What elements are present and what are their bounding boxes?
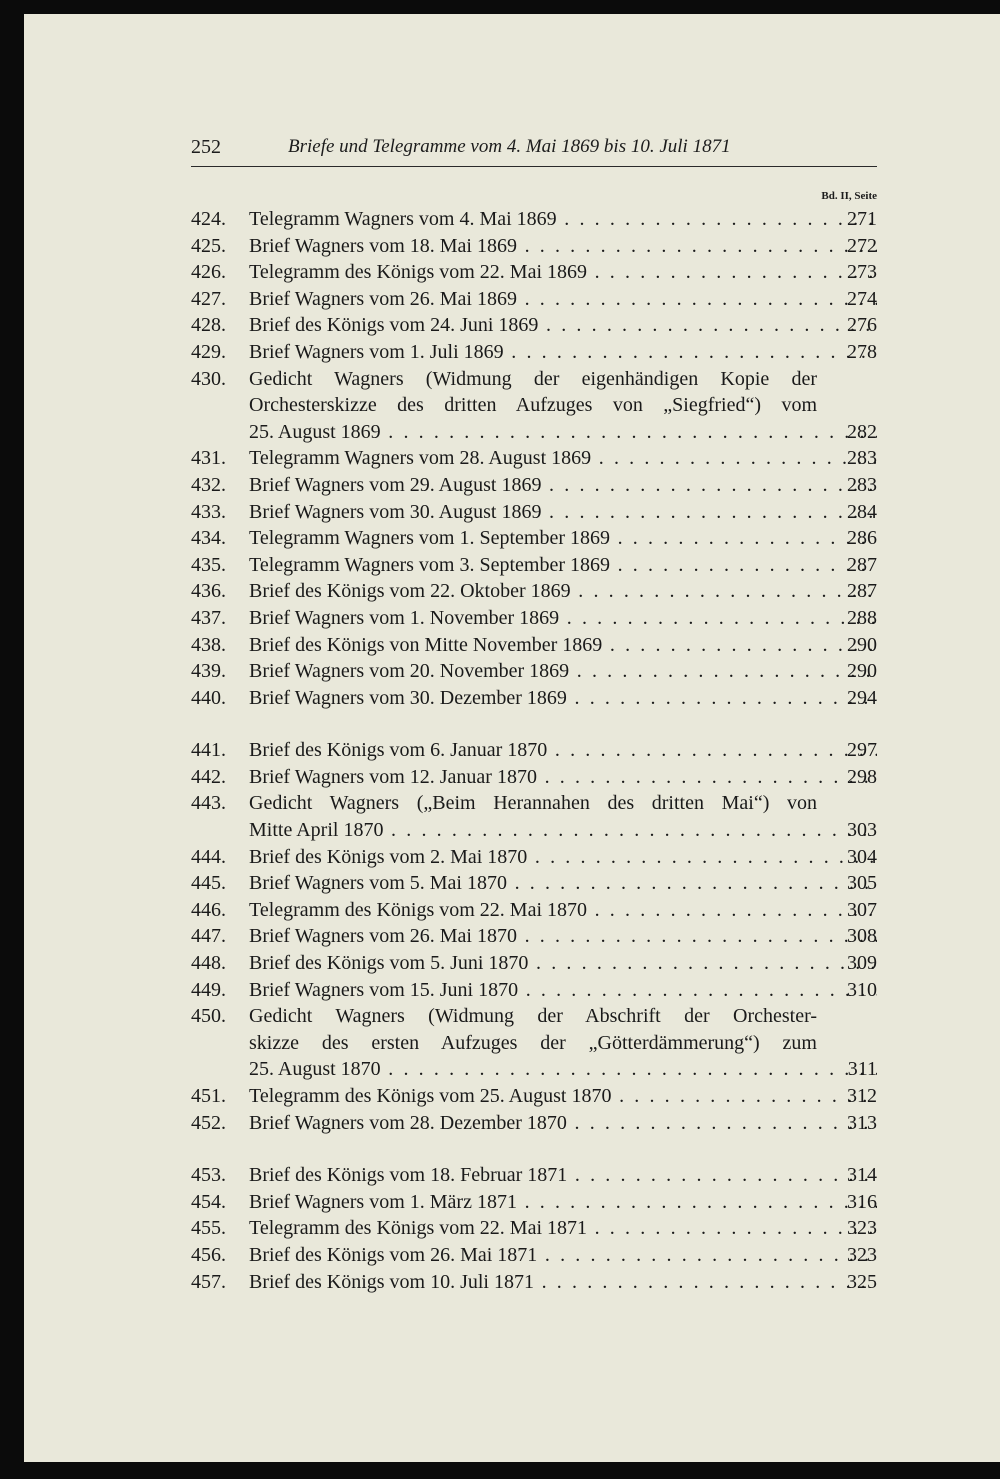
entry-title-text: 25. August 1869 [249,420,381,443]
toc-entry [191,790,877,843]
entry-title-text: Telegramm des Königs vom 25. August 1870 [249,1085,612,1107]
entry-title-text: Telegramm Wagners vom 28. August 1869 [249,447,592,470]
entry-title-text: Gedicht Wagners (Widmung der eigenhändigen Kopie der [249,367,817,390]
toc-entry [191,472,877,499]
entry-title-text: Telegramm des Königs vom 22. Mai 1869 [249,261,587,284]
entry-page: 323 [847,1217,877,1240]
entry-number: 445. [191,872,226,895]
entry-title-line [249,658,877,685]
toc-entry [191,525,877,552]
entry-title-line [249,312,877,339]
entry-title-line [249,844,877,871]
entry-page: 272 [847,234,877,257]
entry-page: 273 [847,261,877,284]
toc-entry [191,764,877,791]
toc-entry [191,499,877,526]
entry-number: 435. [191,553,226,576]
entry-title-line [249,1003,877,1030]
entry-page: 312 [847,1085,877,1107]
entry-title-text: Brief Wagners vom 29. August 1869 [249,473,542,496]
toc-entry [191,1189,877,1216]
entry-number: 456. [191,1243,226,1266]
entry-title-text: Telegramm Wagners vom 4. Mai 1869 [249,208,557,230]
entry-title-line [249,632,877,659]
entry-title-line [249,366,877,393]
entry-page: 311 [847,1058,877,1081]
toc-entry [191,950,877,977]
entry-title-line [249,685,877,712]
entry-title-line [249,499,877,526]
entry-number: 429. [191,340,226,363]
entry-number: 452. [191,1111,226,1134]
entry-number: 446. [191,898,226,921]
entry-number: 437. [191,606,226,629]
entry-number: 439. [191,660,226,683]
entry-page: 307 [847,898,877,921]
entry-title-line [249,578,877,605]
entry-page: 283 [847,473,877,496]
entry-title-line [249,1056,877,1083]
entry-title-text: Brief des Königs vom 26. Mai 1871 [249,1243,538,1266]
entry-number: 441. [191,739,226,762]
entry-title-line [249,233,877,260]
entry-title-text: Brief des Königs von Mitte November 1869 [249,633,603,656]
entry-page: 278 [847,340,877,363]
entry-number: 431. [191,447,226,470]
entry-page: 284 [847,500,877,523]
toc-entry [191,737,877,764]
entry-page: 309 [847,952,877,975]
entry-title-text: Brief Wagners vom 15. Juni 1870 [249,978,519,1001]
toc-entry [191,844,877,871]
entry-number: 447. [191,925,226,948]
entry-title-line [249,1215,877,1242]
toc-entry [191,923,877,950]
entry-number: 449. [191,978,226,1001]
entry-number: 448. [191,952,226,975]
entry-number: 434. [191,527,226,550]
toc-entry [191,552,877,579]
table-of-contents [191,206,877,1295]
entry-page: 290 [847,660,877,683]
entry-number: 454. [191,1190,226,1213]
column-hint: Bd. II, Seite [821,190,877,202]
entry-page: 308 [847,925,877,948]
entry-title-text: Brief des Königs vom 6. Januar 1870 [249,739,548,762]
entry-page: 304 [847,845,877,868]
entry-title-line [249,737,877,764]
entry-title-text: Gedicht Wagners (Widmung der Abschrift der Orchester- [249,1005,817,1028]
toc-entry [191,206,877,233]
entry-title-line [249,764,877,791]
entry-title-line [249,1083,877,1110]
entry-title-text: Mitte April 1870 [249,819,384,842]
section-gap [191,1136,877,1162]
toc-entry [191,1162,877,1189]
entry-number: 424. [191,208,226,230]
toc-entry [191,286,877,313]
entry-number: 426. [191,261,226,284]
entry-page: 305 [847,872,877,895]
entry-page: 298 [847,765,877,788]
entry-title-line [249,923,877,950]
entry-title-text: Brief Wagners vom 1. November 1869 [249,606,560,629]
entry-page: 323 [847,1243,877,1266]
entry-title-line [249,286,877,313]
entry-title-text: Brief des Königs vom 18. Februar 1871 [249,1164,568,1187]
entry-title-text: Brief Wagners vom 26. Mai 1869 [249,287,517,310]
entry-page: 316 [847,1190,877,1213]
entry-number: 428. [191,314,226,337]
entry-number: 433. [191,500,226,523]
entry-page: 290 [847,633,877,656]
entry-page: 271 [847,208,877,230]
entry-title-text: Brief Wagners vom 30. August 1869 [249,500,542,523]
entry-title-text: Brief des Königs vom 24. Juni 1869 [249,314,539,337]
entry-title-text: Brief Wagners vom 30. Dezember 1869 [249,686,567,709]
entry-number: 430. [191,367,226,390]
entry-title-text: 25. August 1870 [249,1058,381,1081]
entry-title-line [249,445,877,472]
entry-title-line [249,206,877,233]
toc-entry [191,870,877,897]
entry-page: 282 [847,420,877,443]
entry-title-text: Telegramm Wagners vom 1. September 1869 [249,527,610,550]
entry-title-text: Brief Wagners vom 1. März 1871 [249,1190,517,1213]
toc-entry [191,1110,877,1137]
entry-page: 287 [847,580,877,603]
entry-title-line [249,1242,877,1269]
toc-entry [191,1269,877,1296]
toc-entry [191,1242,877,1269]
entry-number: 425. [191,234,226,257]
entry-number: 438. [191,633,226,656]
entry-page: 274 [847,287,877,310]
entry-title-text: Brief Wagners vom 26. Mai 1870 [249,925,517,948]
entry-title-line [249,977,877,1004]
entry-title-text: Telegramm des Königs vom 22. Mai 1870 [249,898,587,921]
entry-title-text: Telegramm des Königs vom 22. Mai 1871 [249,1217,587,1240]
toc-entry [191,312,877,339]
entry-number: 457. [191,1270,226,1293]
entry-title-text: Brief des Königs vom 22. Oktober 1869 [249,580,571,603]
running-title: Briefe und Telegramme vom 4. Mai 1869 bis 10. Juli 1871 [288,136,731,157]
toc-entry [191,233,877,260]
entry-title-line [249,419,877,446]
entry-number: 440. [191,686,226,709]
entry-number: 436. [191,580,226,603]
toc-entry [191,1215,877,1242]
toc-entry [191,658,877,685]
entry-page: 314 [847,1164,877,1187]
entry-title-line [249,790,877,817]
entry-page: 297 [847,739,877,762]
entry-number: 451. [191,1085,226,1107]
toc-entry [191,1083,877,1110]
entry-title-line [249,1110,877,1137]
entry-title-line [249,1269,877,1296]
entry-page: 303 [847,819,877,842]
toc-entry [191,366,877,446]
entry-page: 313 [847,1111,877,1134]
entry-number: 442. [191,765,226,788]
entry-title-line [249,870,877,897]
entry-title-line [249,897,877,924]
entry-title-line [249,392,877,419]
entry-title-text: Telegramm Wagners vom 3. September 1869 [249,553,610,576]
entry-title-text: Brief des Königs vom 10. Juli 1871 [249,1270,534,1293]
entry-number: 453. [191,1164,226,1187]
toc-entry [191,445,877,472]
toc-entry [191,685,877,712]
entry-number: 444. [191,845,226,868]
toc-entry [191,578,877,605]
entry-title-text: skizze des ersten Aufzuges der „Götterdämmerung“) zum [249,1031,817,1054]
toc-entry [191,632,877,659]
toc-entry [191,977,877,1004]
entry-title-text: Brief Wagners vom 20. November 1869 [249,660,570,683]
entry-page: 325 [847,1270,877,1293]
entry-page: 288 [847,606,877,629]
toc-entry [191,605,877,632]
entry-number: 427. [191,287,226,310]
entry-page: 276 [847,314,877,337]
entry-page: 283 [847,447,877,470]
entry-number: 455. [191,1217,226,1240]
entry-title-line [249,472,877,499]
entry-title-line [249,552,877,579]
entry-number: 443. [191,792,226,815]
toc-entry [191,897,877,924]
entry-title-line [249,1162,877,1189]
entry-title-text: Brief Wagners vom 18. Mai 1869 [249,234,517,257]
entry-page: 294 [847,686,877,709]
entry-page: 287 [847,553,877,576]
entry-page: 286 [847,527,877,550]
running-header [191,136,877,167]
page-number: 252 [191,136,221,158]
entry-title-line [249,339,877,366]
entry-title-text: Brief des Königs vom 5. Juni 1870 [249,952,529,975]
entry-title-text: Gedicht Wagners („Beim Herannahen des dritten Mai“) von [249,792,817,815]
entry-title-line [249,1030,877,1057]
entry-title-line [249,817,877,844]
entry-title-line [249,259,877,286]
entry-title-text: Brief Wagners vom 5. Mai 1870 [249,872,507,895]
entry-title-line [249,605,877,632]
entry-title-text: Brief Wagners vom 28. Dezember 1870 [249,1111,567,1134]
entry-title-text: Brief Wagners vom 1. Juli 1869 [249,340,504,363]
section-gap [191,711,877,737]
entry-number: 432. [191,473,226,496]
entry-title-text: Brief des Königs vom 2. Mai 1870 [249,845,528,868]
entry-title-line [249,1189,877,1216]
toc-entry [191,1003,877,1083]
toc-entry [191,339,877,366]
toc-entry [191,259,877,286]
entry-page: 310 [847,978,877,1001]
entry-title-text: Orchesterskizze des dritten Aufzuges von „Siegfried“) vom [249,394,817,417]
entry-title-line [249,950,877,977]
entry-title-text: Brief Wagners vom 12. Januar 1870 [249,765,537,788]
entry-number: 450. [191,1005,226,1028]
entry-title-line [249,525,877,552]
